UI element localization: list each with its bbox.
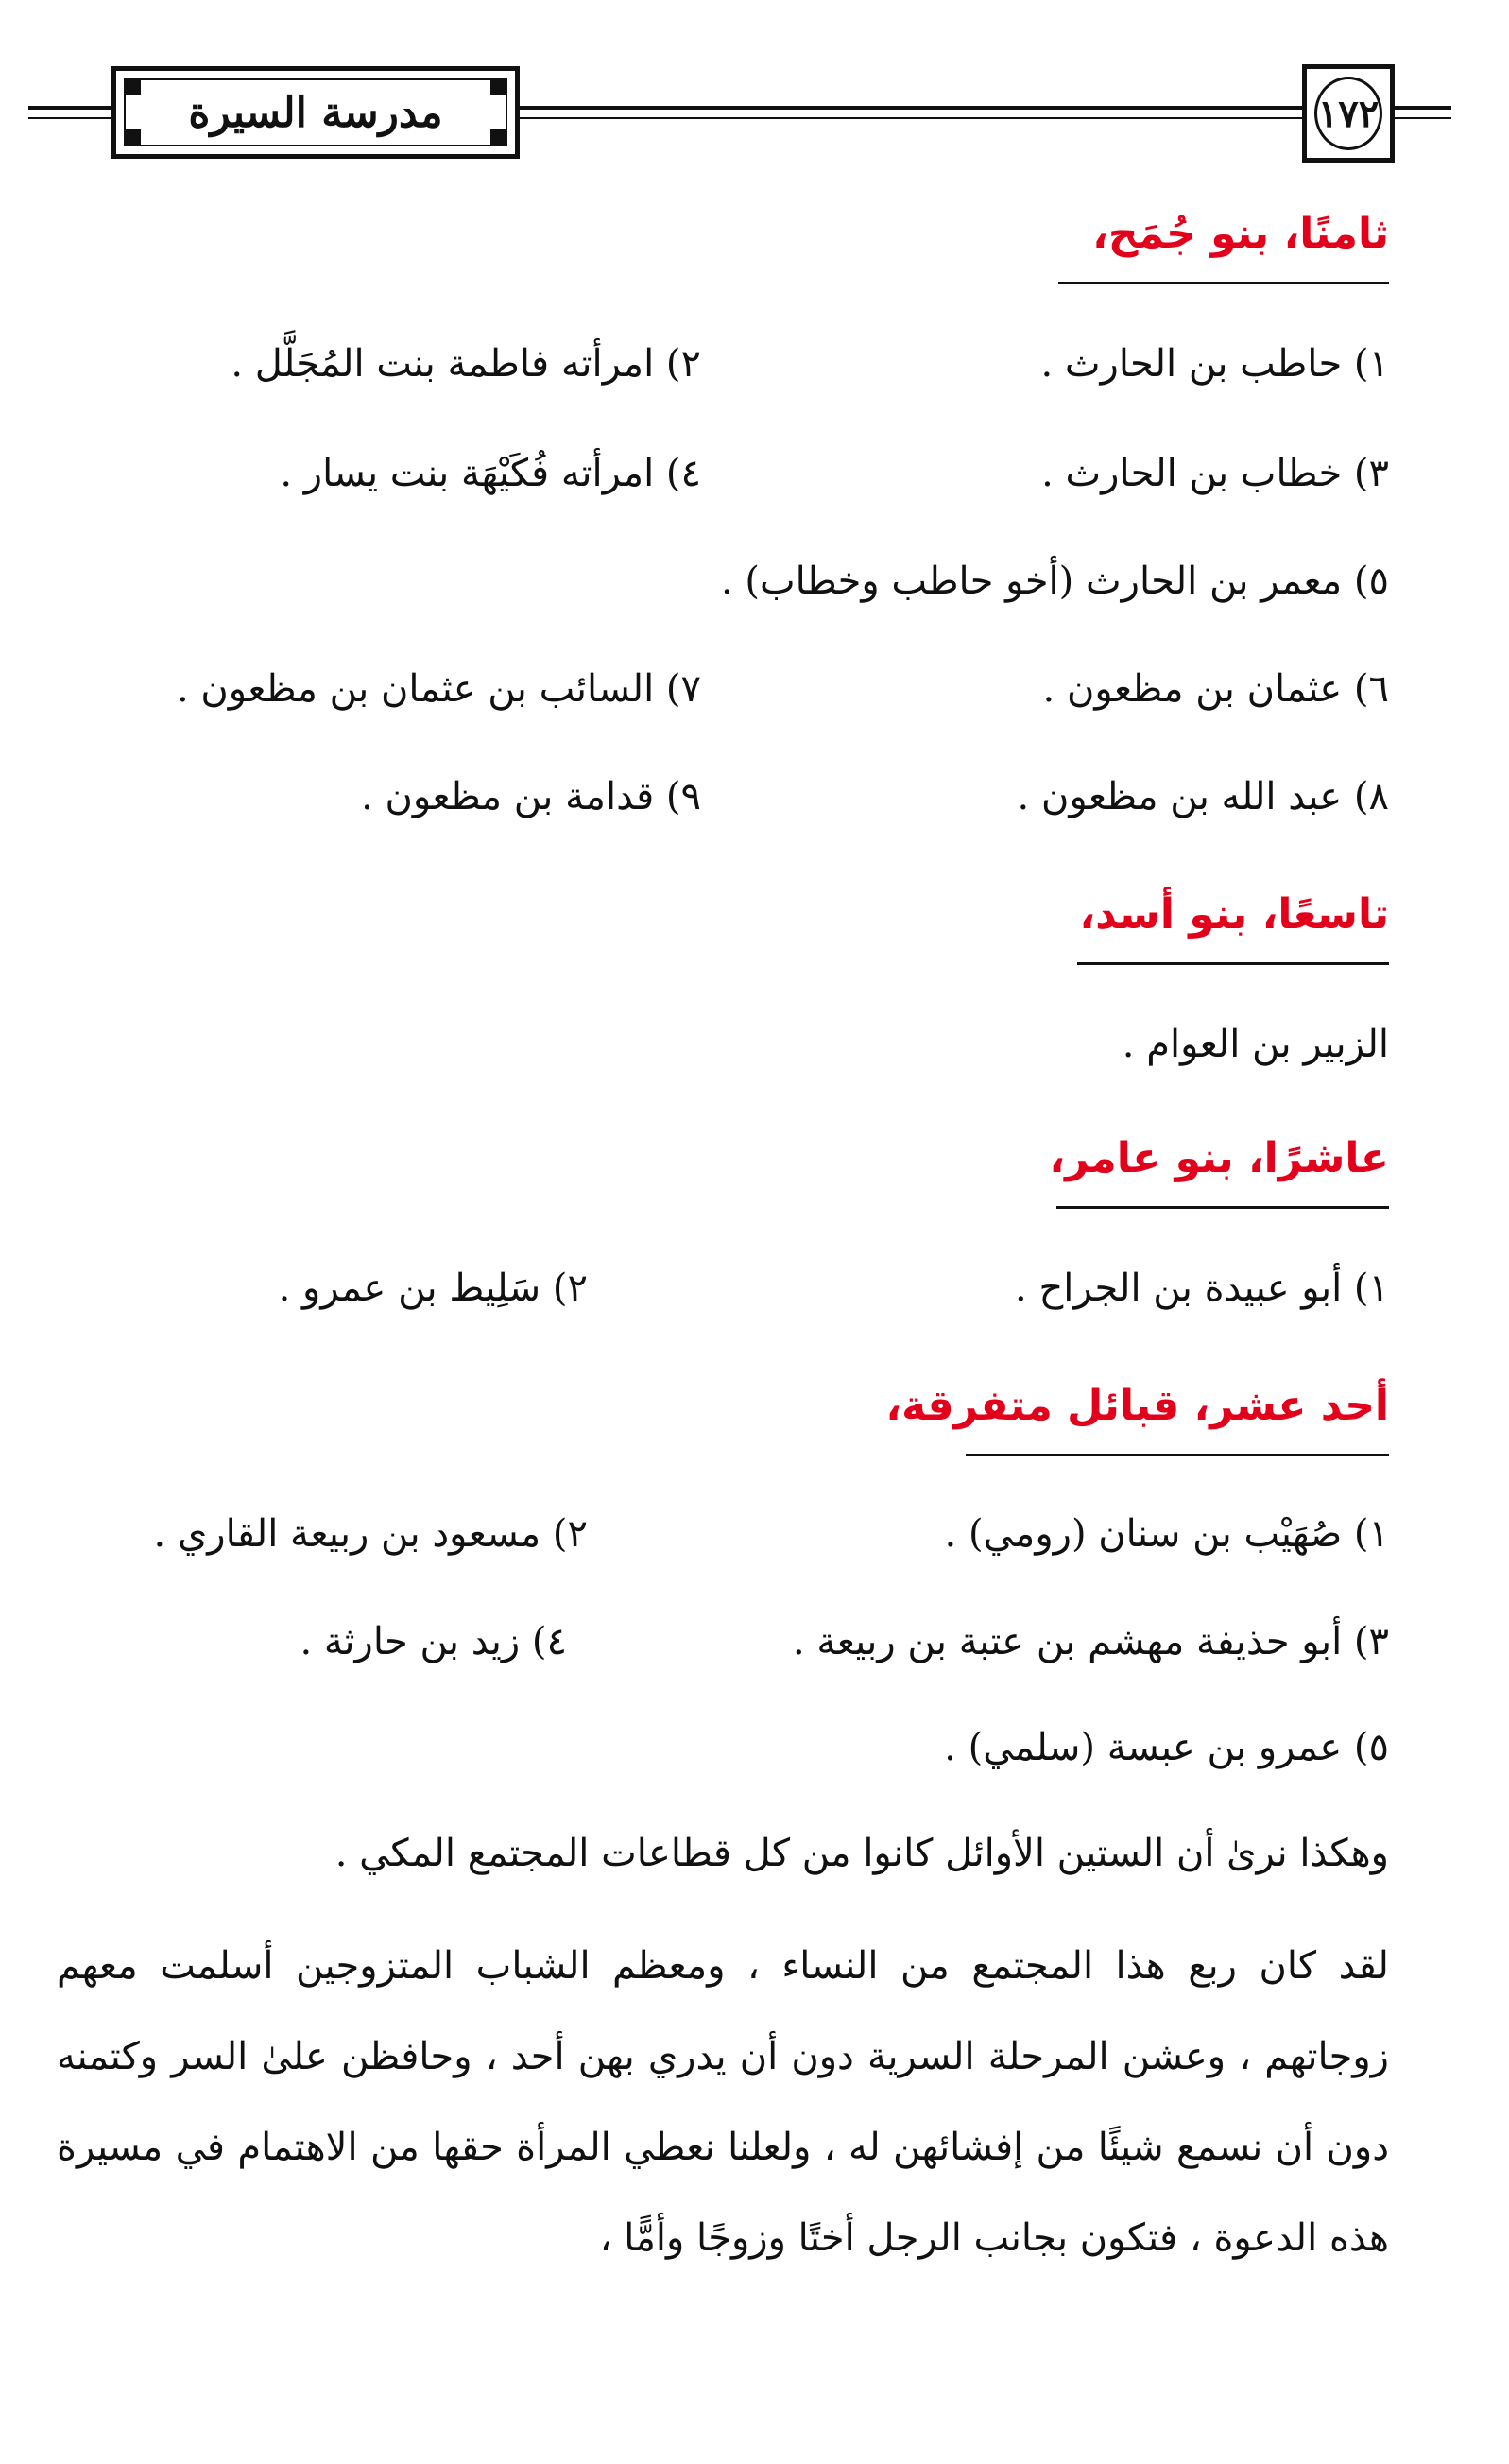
list-item: ١) حاطب بن الحارث .: [1040, 342, 1389, 386]
list-item: ٤) امرأته فُكَيْهَة بنت يسار .: [280, 452, 701, 495]
book-title-frame: [111, 66, 520, 159]
header-rule-left-outer: [28, 106, 113, 110]
section-heading: ثامنًا، بنو جُمَح،: [1092, 210, 1389, 258]
header-rule-left-inner: [28, 117, 113, 119]
header-rule-middle-inner: [520, 117, 1304, 119]
list-item: ٥) عمرو بن عبسة (سلمي) .: [944, 1726, 1389, 1769]
header-rule-right: [1395, 106, 1451, 110]
page-number-frame: [1302, 64, 1395, 163]
list-item: ٥) معمر بن الحارث (أخو حاطب وخطاب) .: [720, 560, 1389, 603]
ornament-icon: [126, 129, 141, 145]
section-heading: أحد عشر، قبائل متفرقة،: [885, 1382, 1389, 1430]
ornament-icon: [126, 80, 141, 95]
conclusion-line: وهكذا نرىٰ أن الستين الأوائل كانوا من كل قطاعات المجتمع المكي .: [334, 1832, 1389, 1875]
list-item: ٢) مسعود بن ربيعة القاري .: [153, 1512, 588, 1556]
header-rule-right-inner: [1395, 117, 1451, 119]
list-item: ١) صُهَيْب بن سنان (رومي) .: [944, 1512, 1389, 1556]
list-item: ٤) زيد بن حارثة .: [300, 1620, 567, 1663]
heading-underline: [966, 1454, 1389, 1456]
heading-underline: [1058, 282, 1389, 284]
page-number: ١٧٢: [1317, 91, 1380, 136]
section-heading: تاسعًا، بنو أسد،: [1079, 890, 1389, 939]
ornament-icon: [490, 129, 506, 145]
list-item: ٣) خطاب بن الحارث .: [1041, 452, 1389, 495]
list-item: ٣) أبو حذيفة مهشم بن عتبة بن ربيعة .: [792, 1620, 1389, 1663]
header-rule-middle: [520, 106, 1304, 110]
section-heading: عاشرًا، بنو عامر،: [1049, 1134, 1389, 1182]
list-item: ٢) سَلِيط بن عمرو .: [278, 1266, 588, 1310]
list-item: ١) أبو عبيدة بن الجراح .: [1015, 1266, 1389, 1310]
list-item: ٧) السائب بن عثمان بن مظعون .: [176, 667, 701, 711]
body-paragraph: لقد كان ربع هذا المجتمع من النساء ، ومعظم الشباب المتزوجين أسلمت معهم زوجاتهم ، وعشن المرحلة السرية دون أن يدري بهن أحد ، وحافظن علىٰ السر وكتمنه دون أن نسمع شيئًا من إفشائهن له ، ولعلنا نعطي المرأة حقها من الاهتمام في مسيرة هذه الدعوة ، فتكون بجانب الرجل أختًا وزوجًا وأمًّا ،: [57, 1944, 1389, 2260]
list-item: الزبير بن العوام .: [1122, 1023, 1389, 1066]
list-item: ٩) قدامة بن مظعون .: [361, 775, 701, 818]
list-item: ٢) امرأته فاطمة بنت المُجَلَّل .: [231, 342, 701, 386]
heading-underline: [1056, 1206, 1389, 1209]
book-title: مدرسة السيرة: [188, 88, 443, 137]
list-item: ٨) عبد الله بن مظعون .: [1017, 775, 1389, 818]
heading-underline: [1077, 962, 1389, 965]
ornament-icon: [490, 80, 506, 95]
list-item: ٦) عثمان بن مظعون .: [1042, 667, 1389, 711]
